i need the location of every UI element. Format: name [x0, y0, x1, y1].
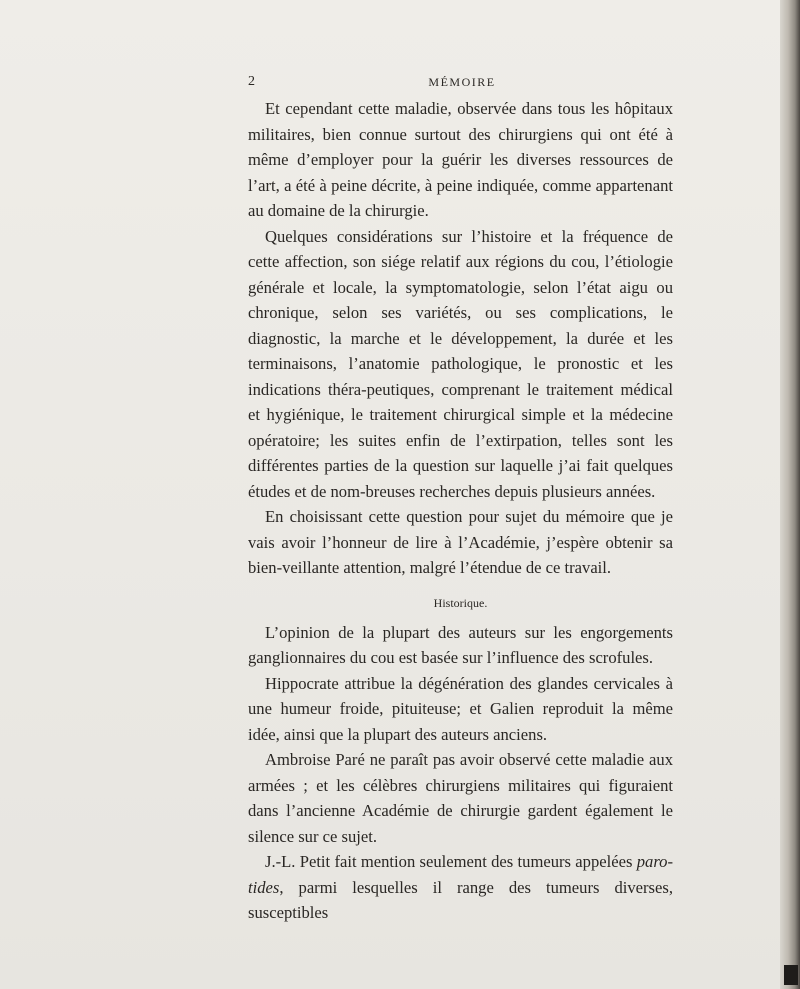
paragraph-5: Hippocrate attribue la dégénération des glandes cervicales à une humeur froide, pituiteuse; et Galien reproduit la même idée, ainsi que la plupart des auteurs anciens. [248, 673, 673, 744]
paragraph-7-start: J.-L. Petit fait mention seulement des tumeurs appelées [265, 852, 637, 871]
body-text [248, 96, 673, 926]
page-edge-shadow [780, 0, 800, 989]
paragraph-2: Quelques considérations sur l’histoire et la fréquence de cette affection, son siége relatif aux régions du cou, l’étiologie générale et locale, la symptomatologie, selon l’état aigu ou chronique, selon ses variétés, ou ses complications, le diagnostic, la marche et le développement, la durée et les terminaisons, l’anatomie pathologique, le pronostic et les indications théra-peutiques, comprenant le traitement médical et hygiénique, le traitement chirurgical simple et la médecine opératoire; les suites enfin de l’extirpation, telles sont les différentes parties de la question sur laquelle j’ai fait quelques études et de nom-breuses recherches depuis plusieurs années. [248, 226, 673, 501]
running-head: MÉMOIRE [428, 75, 496, 89]
paragraph-4: L’opinion de la plupart des auteurs sur les engorgements ganglionnaires du cou est basée sur l’influence des scrofules. [248, 622, 673, 667]
paragraph-7-end: , parmi lesquelles il range des tumeurs diverses, susceptibles [248, 877, 673, 922]
paragraph-1: Et cependant cette maladie, observée dans tous les hôpitaux militaires, bien connue surtout des chirurgiens qui ont été à même d’employer pour la guérir les diverses ressources de l’art, a été à peine décrite, à peine indiquée, comme appartenant au domaine de la chirurgie. [248, 99, 673, 220]
paragraph-3: En choisissant cette question pour sujet du mémoire que je vais avoir l’honneur de lire à l’Académie, j’espère obtenir sa bien-veillante attention, malgré l’étendue de ce travail. [248, 507, 673, 577]
section-heading: Historique. [433, 595, 488, 610]
edge-mark [784, 965, 798, 985]
paragraph-6: Ambroise Paré ne paraît pas avoir observé cette maladie aux armées ; et les célèbres chirurgiens militaires qui figuraient dans l’ancienne Académie de chirurgie gardent également le silence sur ce sujet. [248, 750, 673, 846]
page-number: 2 [248, 74, 255, 89]
paragraph-7-italic: paro-tides [248, 852, 673, 897]
paragraph-7 [248, 849, 673, 926]
page-header [248, 74, 780, 94]
